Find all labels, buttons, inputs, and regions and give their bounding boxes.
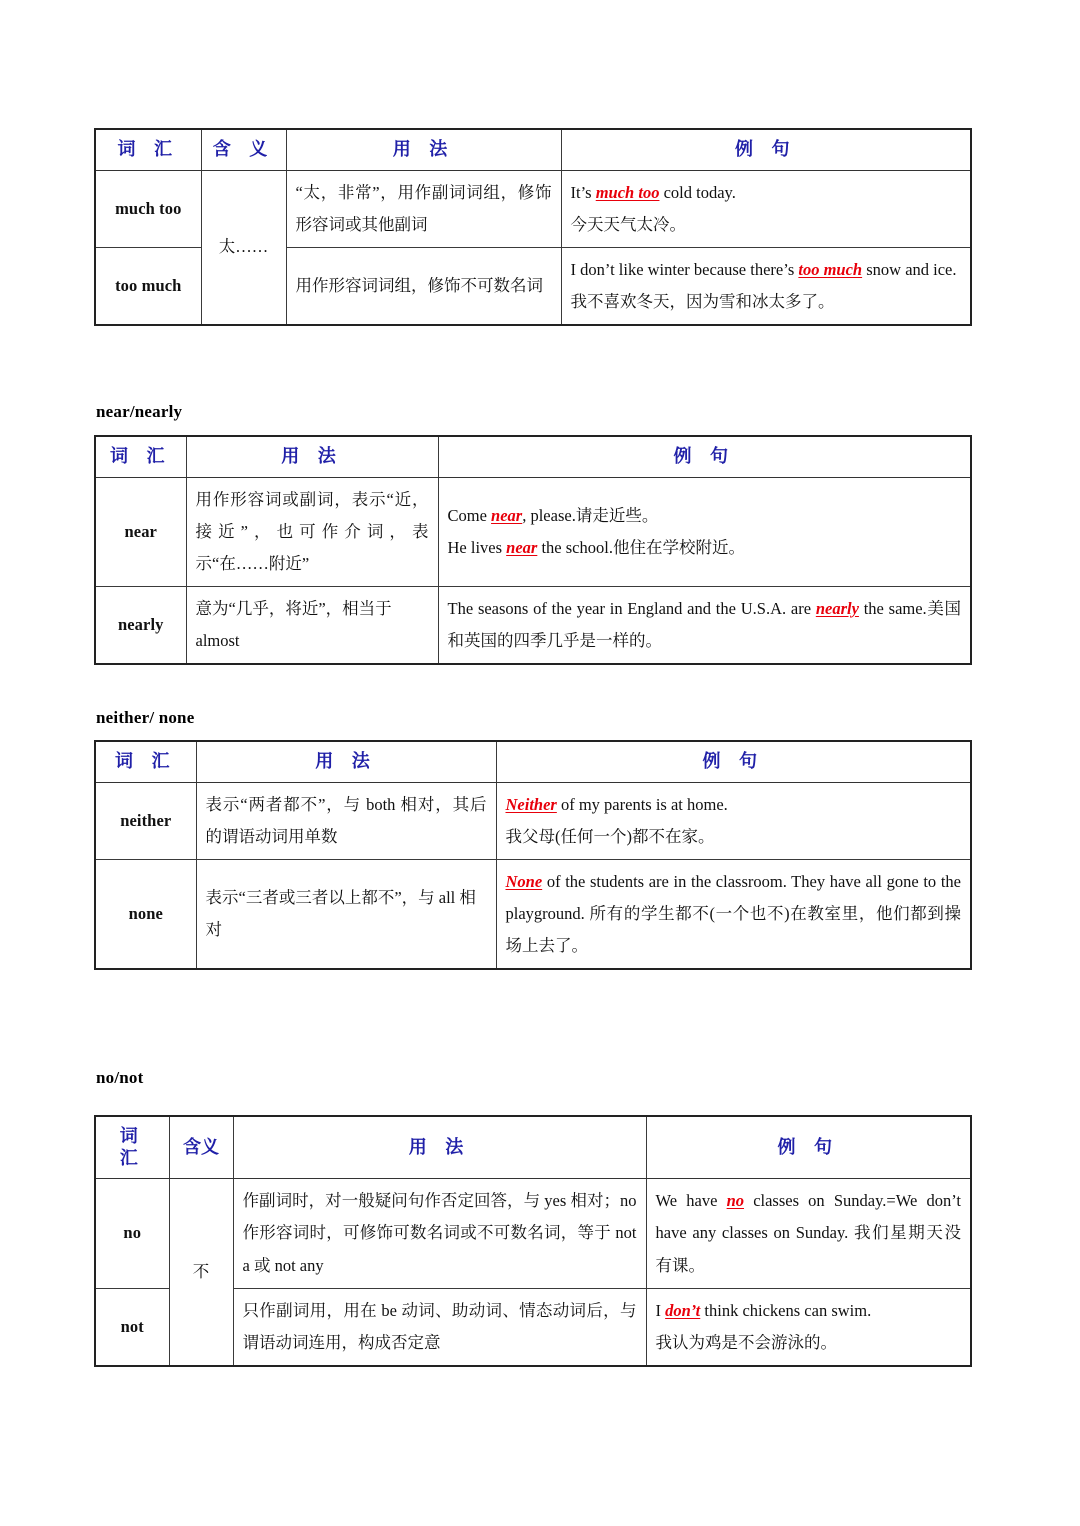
table-near-nearly [94, 435, 972, 665]
column-header-meaning: 含 义 [201, 129, 286, 170]
table-neither-none [94, 740, 972, 970]
column-header-example: 例 句 [438, 436, 971, 477]
table-much-too-too-much [94, 128, 972, 326]
cell-usage: 表示“两者都不”，与 both 相对，其后的谓语动词用单数 [196, 782, 496, 859]
example-translation: 我不喜欢冬天，因为雪和冰太多了。 [570, 292, 835, 312]
table-header-row [95, 436, 971, 477]
example-text-after: of the students are in the classroom. They have all gone to the playground. [505, 871, 961, 924]
cell-word: neither [95, 782, 196, 859]
cell-usage: 用作形容词或副词，表示“近，接近”，也可作介词，表示“在……附近” [186, 477, 438, 587]
example-highlight: much too [595, 182, 660, 202]
example-translation: 我父母(任何一个)都不在家。 [505, 826, 715, 846]
example-text-before: We have [655, 1191, 727, 1211]
table-row [95, 1179, 971, 1289]
cell-example [646, 1288, 971, 1366]
example-highlight: None [505, 871, 543, 891]
cell-example [496, 859, 971, 969]
example-text-after: classes on Sunday.=We don’t have any classes on Sunday. [655, 1191, 961, 1243]
example-translation: 今天天气太冷。 [570, 214, 686, 234]
example-translation: 所有的学生都不(一个也不)在教室里，他们都到操场上去了。 [505, 904, 961, 956]
example-highlight: Neither [505, 794, 557, 814]
table-row [95, 170, 971, 247]
example-text-before: Come [447, 505, 492, 525]
column-header-word: 词 汇 [95, 129, 201, 170]
cell-meaning: 太…… [201, 170, 286, 325]
section-label-no-not: no/not [96, 1068, 144, 1087]
column-header-usage: 用 法 [286, 129, 561, 170]
cell-usage: 只作副词用，用在 be 动词、助动词、情态动词后，与谓语动词连用，构成否定意 [233, 1288, 646, 1366]
example-text-before-2: He lives [447, 537, 507, 557]
cell-example [561, 170, 971, 247]
table-header-row [95, 129, 971, 170]
column-header-word: 词 汇 [95, 1116, 169, 1179]
cell-word: too much [95, 247, 201, 325]
table-row [95, 782, 971, 859]
column-header-usage: 用 法 [186, 436, 438, 477]
example-highlight: near [491, 505, 523, 525]
example-text-before: It’s [570, 182, 596, 202]
table-row [95, 587, 971, 665]
example-text-after: snow and ice. [862, 259, 957, 279]
example-highlight: nearly [815, 599, 859, 619]
cell-example [438, 587, 971, 665]
column-header-word: 词 汇 [95, 741, 196, 782]
column-header-meaning: 含义 [169, 1116, 233, 1179]
example-text-before: I [655, 1300, 666, 1320]
table-no-not [94, 1115, 972, 1367]
column-header-word: 词 汇 [95, 436, 186, 477]
cell-usage: 意为“几乎，将近”，相当于 almost [186, 587, 438, 665]
example-text-after: , please.请走近些。 [522, 505, 659, 525]
cell-meaning: 不 [169, 1179, 233, 1366]
example-highlight: don’t [665, 1300, 701, 1320]
example-text-before: The seasons of the year in England and the U.S.A. are [447, 599, 816, 619]
example-text-after: the same.美国和英国的四季几乎是一样的。 [447, 599, 961, 651]
column-header-usage: 用 法 [233, 1116, 646, 1179]
cell-usage: 表示“三者或三者以上都不”，与 all 相对 [196, 859, 496, 969]
example-highlight: no [726, 1191, 745, 1211]
section-label-neither-none: neither/ none [96, 708, 195, 727]
cell-example [561, 247, 971, 325]
cell-example [438, 477, 971, 587]
table-row [95, 859, 971, 969]
example-translation: 我认为鸡是不会游泳的。 [655, 1332, 837, 1352]
column-header-example: 例 句 [646, 1116, 971, 1179]
cell-word: none [95, 859, 196, 969]
cell-usage: 作副词时，对一般疑问句作否定回答，与 yes 相对；no 作形容词时，可修饰可数名词或不可数名词，等于 not a 或 not any [233, 1179, 646, 1289]
column-header-example: 例 句 [561, 129, 971, 170]
column-header-usage: 用 法 [196, 741, 496, 782]
cell-example [646, 1179, 971, 1289]
table-header-row [95, 741, 971, 782]
table-header-row [95, 1116, 971, 1179]
example-text-after-2: the school.他住在学校附近。 [537, 537, 745, 557]
cell-word: nearly [95, 587, 186, 665]
cell-example [496, 782, 971, 859]
cell-usage: “太，非常”，用作副词词组，修饰形容词或其他副词 [286, 170, 561, 247]
section-label-near-nearly: near/nearly [96, 402, 183, 421]
cell-word: much too [95, 170, 201, 247]
example-highlight: too much [798, 259, 863, 279]
column-header-example: 例 句 [496, 741, 971, 782]
cell-word: no [95, 1179, 169, 1289]
example-text-after: of my parents is at home. [556, 794, 728, 814]
cell-word: near [95, 477, 186, 587]
cell-usage: 用作形容词词组，修饰不可数名词 [286, 247, 561, 325]
example-text-after: think chickens can swim. [700, 1300, 872, 1320]
example-translation: 我们星期天没有课。 [655, 1223, 962, 1275]
example-highlight-2: near [506, 537, 538, 557]
table-row [95, 477, 971, 587]
example-text-after: cold today. [659, 182, 736, 202]
example-text-before: I don’t like winter because there’s [570, 259, 799, 279]
cell-word: not [95, 1288, 169, 1366]
